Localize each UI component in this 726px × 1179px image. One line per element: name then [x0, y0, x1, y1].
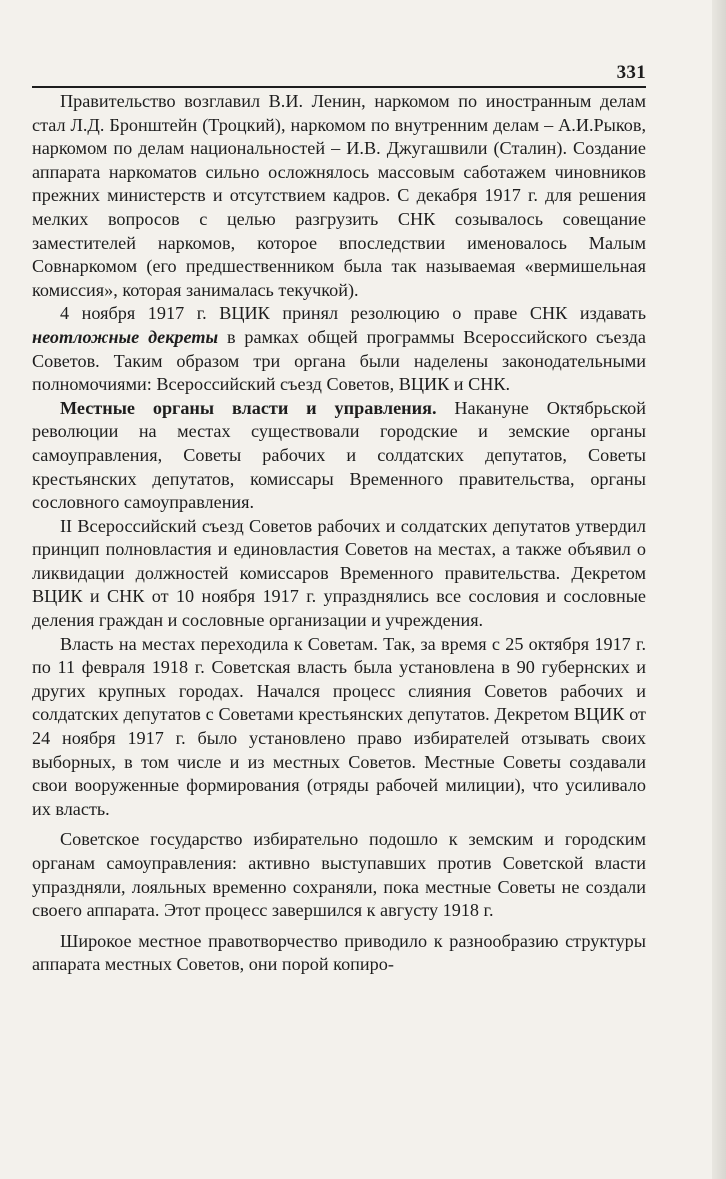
page-number: 331: [616, 62, 646, 83]
paragraph-power-to-soviets: Власть на местах переходила к Советам. Так, за время с 25 октября 1917 г. по 11 февраля 1918 г. Советская власть была установлена в 90 губернских и других крупных городах. Начался процесс слияния Советов рабочих и солдатских депутатов с Советами крестьянских депутатов. Декретом ВЦИК от 24 ноября 1917 г. было установлено право избирателей отзывать своих выборных, в том числе и из местных Советов. Местные Советы создавали свои вооруженные формирования (отряды рабочей милиции), что усиливало их власть.: [32, 633, 646, 819]
paragraph-local-organs: [32, 397, 646, 515]
paragraph-second-congress: II Всероссийский съезд Советов рабочих и солдатских депутатов утвердил принцип полновластия и единовластия Советов на местах, а также объявил о ликвидации должностей комиссаров Временного правительства. Декретом ВЦИК и СНК от 10 ноября 1917 г. упразднялись все сословия и сословные деления граждан и сословные организации и учреждения.: [32, 515, 646, 631]
header-rule: [32, 86, 646, 88]
text-column: [32, 90, 646, 977]
paragraph-text: Накануне Октябрьской революции на местах существовали городские и земские органы самоуправления, Советы рабочих и солдатских депутатов, Советы крестьянских депутатов, комиссары Временного правительства, органы сословного самоуправления.: [32, 397, 646, 513]
paragraph-lawmaking: Широкое местное правотворчество приводило к разнообразию структуры аппарата местных Советов, они порой копиро-: [32, 930, 646, 975]
paragraph-zemstvo: Советское государство избирательно подошло к земским и городским органам самоуправления: активно выступавших против Советской власти упраздняли, лояльных временно сохраняли, пока местные Советы не создали своего аппарата. Этот процесс завершился к августу 1918 г.: [32, 829, 646, 921]
emphasized-term: неотложные декреты: [32, 326, 219, 347]
paragraph-text: 4 ноября 1917 г. ВЦИК принял резолюцию о праве СНК издавать: [60, 303, 646, 324]
page-edge: [712, 0, 726, 1179]
paragraph-vtsik-resolution: [32, 302, 646, 396]
paragraph-government: Правительство возглавил В.И. Ленин, наркомом по иностранным делам стал Л.Д. Бронштейн (Троцкий), наркомом по внутренним делам – А.И.Рыков, наркомом по делам национальностей – И.В. Джугашвили (Сталин). Создание аппарата наркоматов сильно осложнялось массовым саботажем чиновников прежних министерств и отсутствием кадров. С декабря 1917 г. для решения мелких вопросов с целью разгрузить СНК созывалось совещание заместителей наркомов, которое впоследствии именовалось Малым Совнаркомом (его предшественником была так называемая «вермишельная комиссия», которая занималась текучкой).: [32, 91, 646, 300]
section-heading: Местные органы власти и управления.: [60, 397, 437, 418]
book-page: [32, 62, 646, 977]
paragraph-text: в рамках общей программы Всероссийского съезда Советов. Таким образом три органа были наделены законодательными полномочиями: Всероссийский съезд Советов, ВЦИК и СНК.: [32, 326, 646, 395]
